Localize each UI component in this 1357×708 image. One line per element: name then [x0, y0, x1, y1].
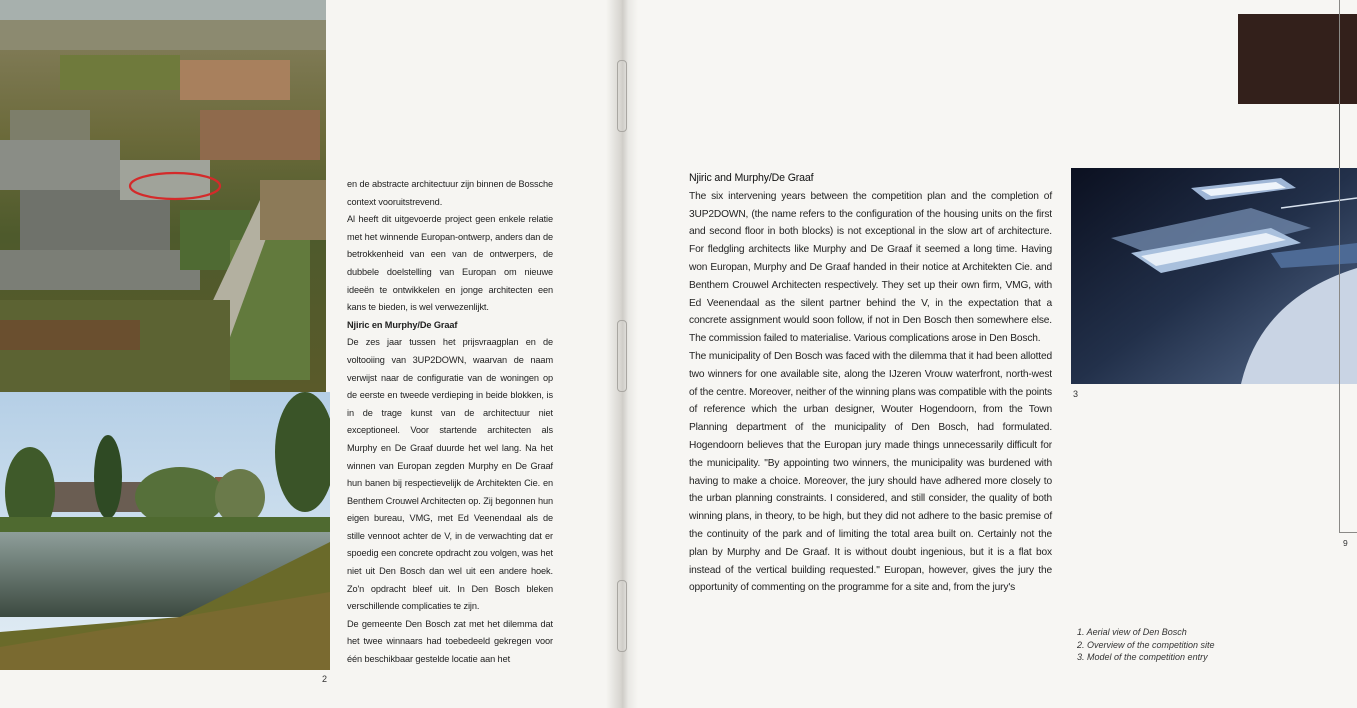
english-text-column — [689, 170, 1052, 597]
english-paragraph-1: The six intervening years between the competition plan and the completion of 3UP2DOWN, (the name refers to the configuration of the housing units on the first and second floor in both blocks) is not exceptional in the slow art of architecture. For fledgling architects like Murphy and De Graaf it seemed a long time. Having won Europan, Murphy and De Graaf handed in their notice at Architekten Cie. and Benthem Crouwel Architecten respectively. They set up their own firm, VMG, with Ed Veenendaal as the silent partner behind the V, in the expectation that a concrete assignment would soon follow, if not in Den Bosch then somewhere else. The commission failed to materialise. Various complications arose in Den Bosch. — [689, 190, 1052, 345]
margin-rule-dark — [1339, 104, 1340, 168]
caption-2: 2. Overview of the competition site — [1077, 639, 1215, 650]
caption-1: 1. Aerial view of Den Bosch — [1077, 627, 1187, 637]
dutch-paragraph-2: Al heeft dit uitgevoerde project geen enkele relatie met het winnende Europan-ontwerp, anders dan de betrokkenheid van een van de ontwerpers, de dubbele doelstelling van Europan om nieuwe ideeën te ontwikkelen en jonge architecten een kans te bieden, is wel verwezenlijkt. — [347, 214, 553, 313]
aerial-photo — [0, 0, 326, 392]
staple-bottom — [617, 580, 627, 652]
margin-rule — [1339, 0, 1340, 532]
english-heading: Njiric and Murphy/De Graaf — [689, 172, 814, 184]
photo-captions — [1077, 626, 1257, 664]
edge-page-number: 9 — [1343, 538, 1348, 548]
dutch-text-column — [347, 176, 553, 669]
photo-number: 3 — [1073, 389, 1079, 399]
staple-top — [617, 60, 627, 132]
pond-photo — [0, 392, 330, 670]
staple-middle — [617, 320, 627, 392]
dutch-paragraph-1: en de abstracte architectuur zijn binnen de Bossche context vooruitstrevend. — [347, 179, 553, 207]
dutch-paragraph-4: De gemeente Den Bosch zat met het dilemma dat het twee winnaars had toebedeeld gekregen voor één beschikbaar gestelde locatie aan het — [347, 618, 553, 665]
margin-rule-foot — [1339, 532, 1357, 533]
page-number-left: 2 — [322, 674, 328, 684]
dutch-paragraph-3: De zes jaar tussen het prijsvraagplan en de voltooiing van 3UP2DOWN, waarvan de naam verwijst naar de configuratie van de woningen op de eerste en tweede verdieping in beide blokken, is in de trage kunst van de architectuur niet exceptioneel. Voor startende architecten als Murphy en De Graaf duurde het wel lang. Na het winnen van Europan zegden Murphy en De Graaf hun banen bij respectievelijk de Architekten Cie. en Benthem Crouwel Architecten op. Zij begonnen hun eigen bureau, VMG, met Ed Veenendaal als de stille vennoot achter de V, in de verwachting dat er spoedig een concrete opdracht zou volgen, was het niet uit Den Bosch dan wel uit een andere hoek. Zo'n opdracht bleef uit. In Den Bosch bleken verschillende complicaties te zijn. — [347, 337, 553, 612]
dutch-heading: Njiric en Murphy/De Graaf — [347, 319, 458, 330]
english-paragraph-2: The municipality of Den Bosch was faced with the dilemma that it had been allotted two winners for one available site, along the IJzeren Vrouw waterfront, north-west of the centre. Moreover, neither of the winning plans was compatible with the points of reference which the urban designer, Wouter Hogendoorn, from the Town Planning department of the municipality of Den Bosch, had formulated. Hogendoorn believes that the Europan jury made things unnecessarily difficult for the municipality. "By appointing two winners, the municipality was burdened with having to make a choice. Moreover, the jury should have adhered more closely to the urban planning constraints. I considered, and still consider, the quality of both winning plans, in theory, to be high, but they did not adhere to the basic premise of the continuity of the park and of limiting the total area built on. Certainly not the plan by Murphy and De Graaf. It is without doubt ingenious, but it is a flat box instead of the vertical building requested." Europan, however, gives the jury the opportunity of commenting on the programme for a site and, from the jury's — [689, 350, 1052, 594]
model-photo — [1071, 168, 1357, 384]
caption-3: 3. Model of the competition entry — [1077, 652, 1208, 663]
